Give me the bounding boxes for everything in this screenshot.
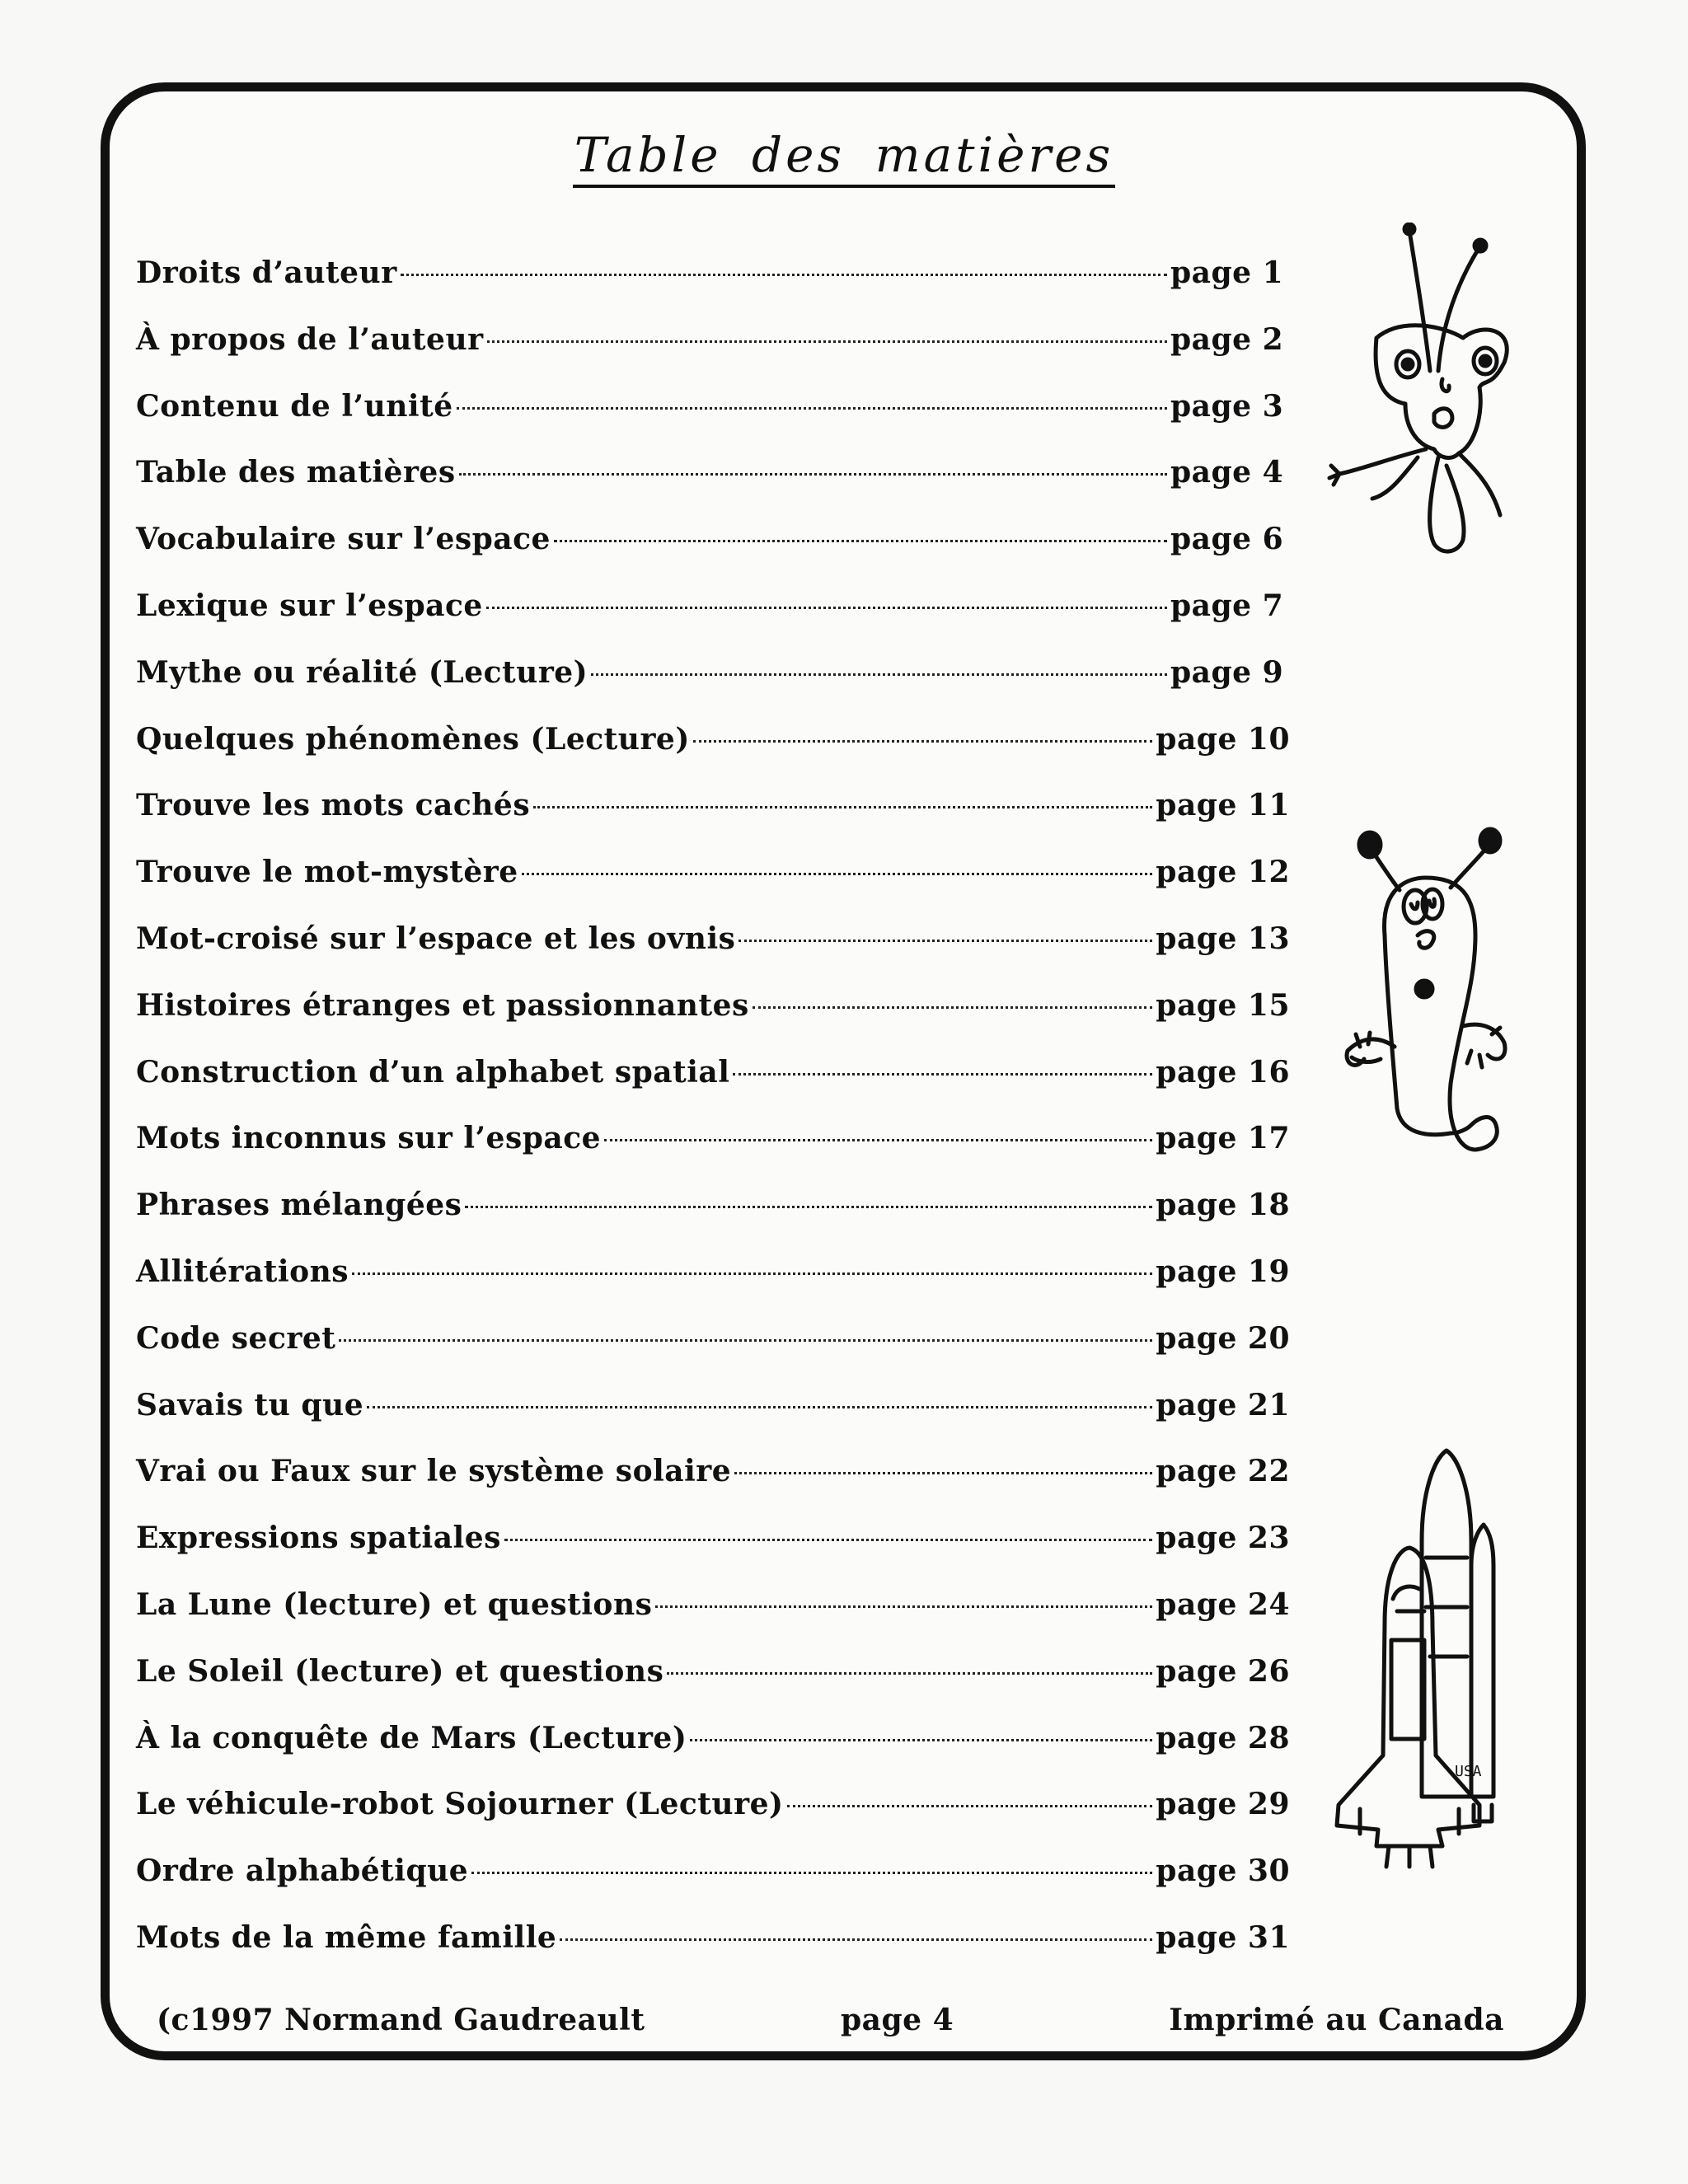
toc-entry-label: Table des matières — [136, 455, 456, 490]
toc-leader-dots — [339, 1339, 1152, 1342]
toc-leader-dots — [401, 274, 1167, 276]
toc-entry-label: Contenu de l’unité — [136, 388, 453, 424]
toc-entry-label: Allitérations — [136, 1254, 349, 1289]
toc-leader-dots — [753, 1006, 1153, 1009]
toc-entry-page: page 24 — [1156, 1586, 1290, 1622]
toc-entry — [136, 1920, 1290, 1987]
toc-leader-dots — [522, 873, 1153, 875]
toc-entry-label: Le Soleil (lecture) et questions — [136, 1653, 664, 1689]
toc-entry — [136, 255, 1290, 322]
toc-entry-page: page 13 — [1156, 921, 1290, 956]
toc-entry — [136, 988, 1290, 1055]
toc-leader-dots — [367, 1406, 1152, 1408]
toc-leader-dots — [486, 607, 1167, 609]
toc-leader-dots — [560, 1938, 1152, 1941]
toc-entry-label: Construction d’un alphabet spatial — [136, 1054, 730, 1090]
alien-with-antennae-icon — [1327, 223, 1525, 569]
toc-entry-label: Lexique sur l’espace — [136, 588, 483, 623]
toc-entry — [136, 588, 1290, 655]
toc-leader-dots — [352, 1272, 1152, 1275]
toc-entry-label: Trouve le mot-mystère — [136, 855, 518, 890]
toc-entry-page: page 19 — [1156, 1254, 1290, 1289]
toc-entry-page: page 26 — [1156, 1653, 1290, 1689]
toc-leader-dots — [591, 673, 1167, 676]
toc-entry — [136, 1188, 1290, 1254]
toc-leader-dots — [533, 806, 1152, 808]
toc-entry — [136, 1388, 1290, 1455]
toc-entry-label: Savais tu que — [136, 1387, 364, 1422]
toc-leader-dots — [459, 473, 1167, 476]
toc-entry-page: page 15 — [1156, 987, 1290, 1023]
toc-leader-dots — [693, 740, 1152, 743]
toc-entry — [136, 1787, 1290, 1854]
toc-entry-page: page 17 — [1156, 1121, 1290, 1156]
toc-entry-page: page 21 — [1156, 1387, 1290, 1422]
toc-leader-dots — [604, 1139, 1152, 1141]
toc-entry — [136, 1521, 1290, 1587]
toc-entry-page: page 1 — [1170, 255, 1284, 290]
toc-entry-page: page 7 — [1170, 588, 1284, 623]
toc-leader-dots — [787, 1805, 1153, 1807]
toc-entry-page: page 4 — [1170, 455, 1284, 490]
toc-entry-page: page 10 — [1156, 721, 1290, 757]
toc-entry-label: La Lune (lecture) et questions — [136, 1586, 653, 1622]
toc-entry-page: page 23 — [1156, 1521, 1290, 1556]
toc-entry — [136, 1654, 1290, 1721]
toc-leader-dots — [738, 940, 1152, 942]
toc-entry — [136, 455, 1290, 522]
toc-entry-label: Trouve les mots cachés — [136, 788, 531, 823]
toc-entry-page: page 3 — [1170, 388, 1284, 424]
toc-entry-page: page 9 — [1170, 654, 1284, 690]
toc-entry — [136, 1254, 1290, 1321]
toc-entry-label: Mots de la même famille — [136, 1919, 557, 1955]
shuttle-usa-label: USA — [1455, 1763, 1482, 1780]
page-title — [0, 127, 1688, 183]
toc-entry-page: page 28 — [1156, 1720, 1290, 1755]
toc-leader-dots — [554, 540, 1167, 542]
toc-entry — [136, 855, 1290, 921]
toc-entry-page: page 20 — [1156, 1320, 1290, 1356]
toc-entry — [136, 1055, 1290, 1122]
toc-entry-label: Code secret — [136, 1320, 336, 1356]
space-shuttle-icon — [1327, 1442, 1525, 1871]
toc-entry — [136, 788, 1290, 855]
toc-entry-page: page 30 — [1156, 1854, 1290, 1889]
blob-alien-icon — [1335, 812, 1517, 1183]
toc-entry — [136, 1721, 1290, 1788]
toc-entry-label: Droits d’auteur — [136, 255, 397, 290]
toc-entry-label: Quelques phénomènes (Lecture) — [136, 721, 690, 757]
toc-entry-page: page 2 — [1170, 321, 1284, 357]
table-of-contents — [136, 255, 1290, 1987]
toc-entry — [136, 921, 1290, 988]
toc-entry — [136, 522, 1290, 588]
toc-entry-page: page 31 — [1156, 1919, 1290, 1955]
toc-entry-label: Vrai ou Faux sur le système solaire — [136, 1454, 732, 1489]
toc-entry-page: page 6 — [1170, 522, 1284, 557]
toc-leader-dots — [690, 1739, 1152, 1741]
toc-leader-dots — [504, 1539, 1152, 1541]
toc-entry-page: page 11 — [1156, 788, 1290, 823]
toc-leader-dots — [465, 1206, 1152, 1208]
toc-leader-dots — [667, 1672, 1152, 1675]
toc-entry-page: page 22 — [1156, 1454, 1290, 1489]
toc-leader-dots — [733, 1073, 1152, 1076]
toc-entry-label: À la conquête de Mars (Lecture) — [136, 1720, 687, 1755]
toc-leader-dots — [471, 1872, 1152, 1874]
toc-entry-label: Vocabulaire sur l’espace — [136, 522, 551, 557]
toc-entry — [136, 655, 1290, 722]
toc-leader-dots — [734, 1472, 1152, 1474]
toc-entry — [136, 322, 1290, 389]
toc-entry — [136, 1454, 1290, 1521]
toc-entry — [136, 1587, 1290, 1654]
toc-entry-label: Mots inconnus sur l’espace — [136, 1121, 602, 1156]
footer-page-number: page 4 — [841, 2003, 954, 2037]
toc-entry — [136, 1121, 1290, 1188]
toc-leader-dots — [655, 1605, 1152, 1608]
toc-entry-label: Ordre alphabétique — [136, 1854, 469, 1889]
toc-entry — [136, 1854, 1290, 1920]
toc-entry — [136, 389, 1290, 456]
toc-leader-dots — [457, 407, 1167, 410]
toc-entry-label: Mythe ou réalité (Lecture) — [136, 654, 588, 690]
toc-entry-label: Mot-croisé sur l’espace et les ovnis — [136, 921, 736, 956]
toc-entry-page: page 12 — [1156, 855, 1290, 890]
toc-entry-label: Phrases mélangées — [136, 1188, 462, 1223]
toc-leader-dots — [487, 340, 1167, 343]
toc-entry — [136, 1321, 1290, 1388]
page-title-text: Table des matières — [573, 127, 1115, 188]
toc-entry-label: Histoires étranges et passionnantes — [136, 987, 749, 1023]
toc-entry-page: page 29 — [1156, 1787, 1290, 1822]
toc-entry-label: Le véhicule-robot Sojourner (Lecture) — [136, 1787, 784, 1822]
toc-entry-label: Expressions spatiales — [136, 1521, 501, 1556]
footer-printed: Imprimé au Canada — [1169, 2003, 1504, 2037]
toc-entry-label: À propos de l’auteur — [136, 321, 484, 357]
toc-entry-page: page 18 — [1156, 1188, 1290, 1223]
toc-entry-page: page 16 — [1156, 1054, 1290, 1090]
footer-copyright: (c1997 Normand Gaudreault — [157, 2003, 645, 2037]
toc-entry — [136, 722, 1290, 789]
